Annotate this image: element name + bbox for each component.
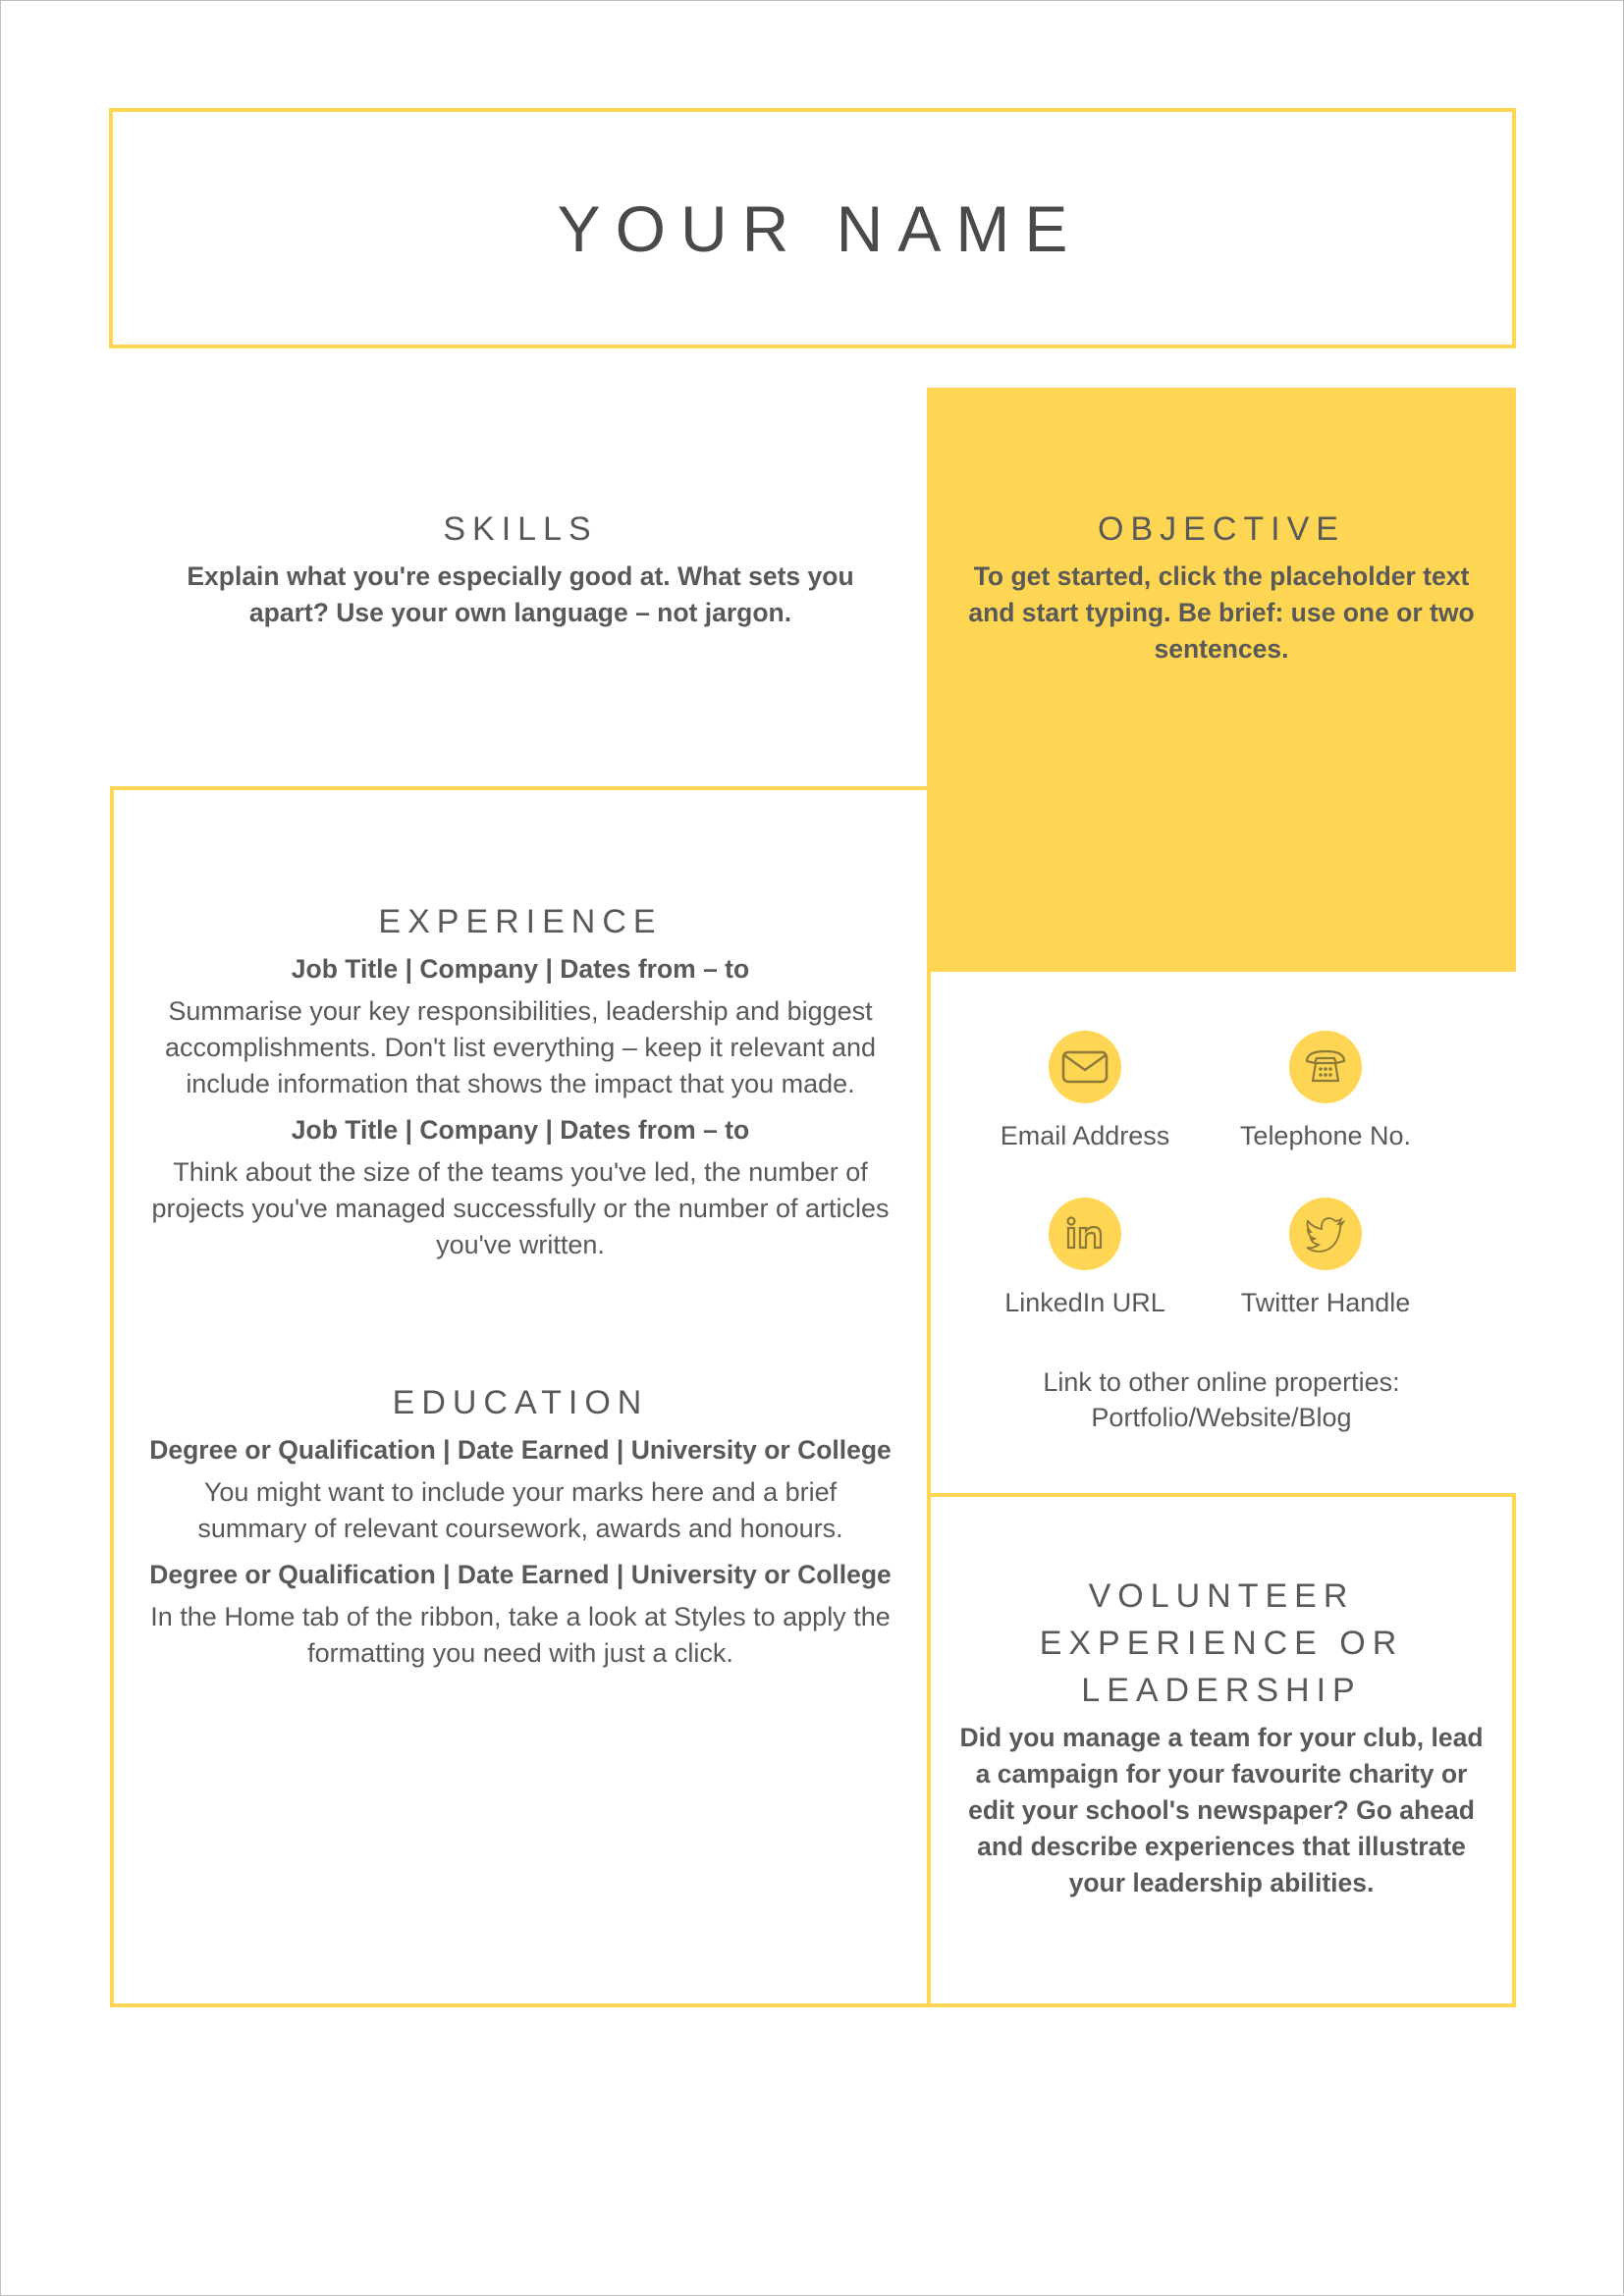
objective-text[interactable]: To get started, click the placeholder text and start typing. Be brief: use one or two sentences. [968, 561, 1475, 664]
objective-heading[interactable]: OBJECTIVE [1098, 510, 1345, 548]
skills-heading[interactable]: SKILLS [443, 510, 598, 548]
volunteer-heading[interactable]: VOLUNTEER EXPERIENCE OR LEADERSHIP [1039, 1577, 1404, 1709]
objective-section [957, 506, 1486, 667]
job-title-2[interactable]: Job Title | Company | Dates from – to [291, 1115, 750, 1145]
contact-linkedin [962, 1198, 1208, 1320]
telephone-number[interactable]: Telephone No. [1239, 1121, 1412, 1150]
twitter-handle[interactable]: Twitter Handle [1240, 1288, 1411, 1317]
degree-description-2[interactable]: In the Home tab of the ribbon, take a look at Styles to apply the formatting you need with just a click. [150, 1602, 891, 1668]
degree-description-1[interactable]: You might want to include your marks here and a brief summary of relevant coursework, awards and honours. [197, 1477, 843, 1543]
job-description-2[interactable]: Think about the size of the teams you've led, the number of projects you've managed successfully or the number of articles you've written. [151, 1157, 890, 1259]
skills-section [147, 506, 893, 631]
contact-phone [1203, 1031, 1448, 1153]
education-heading[interactable]: EDUCATION [392, 1384, 649, 1421]
name-title[interactable]: YOUR NAME [557, 191, 1083, 265]
linkedin-url[interactable]: LinkedIn URL [1004, 1288, 1165, 1317]
job-title-1[interactable]: Job Title | Company | Dates from – to [291, 954, 750, 984]
email-address[interactable]: Email Address [1000, 1121, 1170, 1150]
experience-heading[interactable]: EXPERIENCE [378, 903, 663, 940]
objective-panel [927, 388, 1516, 972]
degree-title-2[interactable]: Degree or Qualification | Date Earned | University or College [149, 1560, 892, 1589]
envelope-icon [1049, 1031, 1121, 1103]
job-description-1[interactable]: Summarise your key responsibilities, leadership and biggest accomplishments. Don't list everything – keep it relevant and include information that shows the impact that you made. [164, 996, 877, 1098]
education-section [147, 1379, 893, 1672]
linkedin-icon [1049, 1198, 1121, 1270]
online-properties [957, 1364, 1486, 1435]
twitter-icon [1289, 1198, 1362, 1270]
name-box [109, 108, 1516, 348]
contact-twitter [1203, 1198, 1448, 1320]
contact-email [962, 1031, 1208, 1153]
online-properties-links[interactable]: Portfolio/Website/Blog [1091, 1403, 1352, 1432]
online-properties-label[interactable]: Link to other online properties: [1043, 1367, 1400, 1397]
experience-section [147, 898, 893, 1263]
divider-line [927, 970, 931, 1495]
volunteer-text[interactable]: Did you manage a team for your club, lead a campaign for your favourite charity or edit your school's newspaper? Go ahead and describe experiences that illustrate your leadership abilities. [959, 1723, 1484, 1897]
degree-title-1[interactable]: Degree or Qualification | Date Earned | University or College [149, 1435, 892, 1465]
telephone-icon [1289, 1031, 1362, 1103]
volunteer-section [957, 1573, 1486, 1901]
skills-text[interactable]: Explain what you're especially good at. What sets you apart? Use your own language – not jargon. [187, 561, 854, 627]
